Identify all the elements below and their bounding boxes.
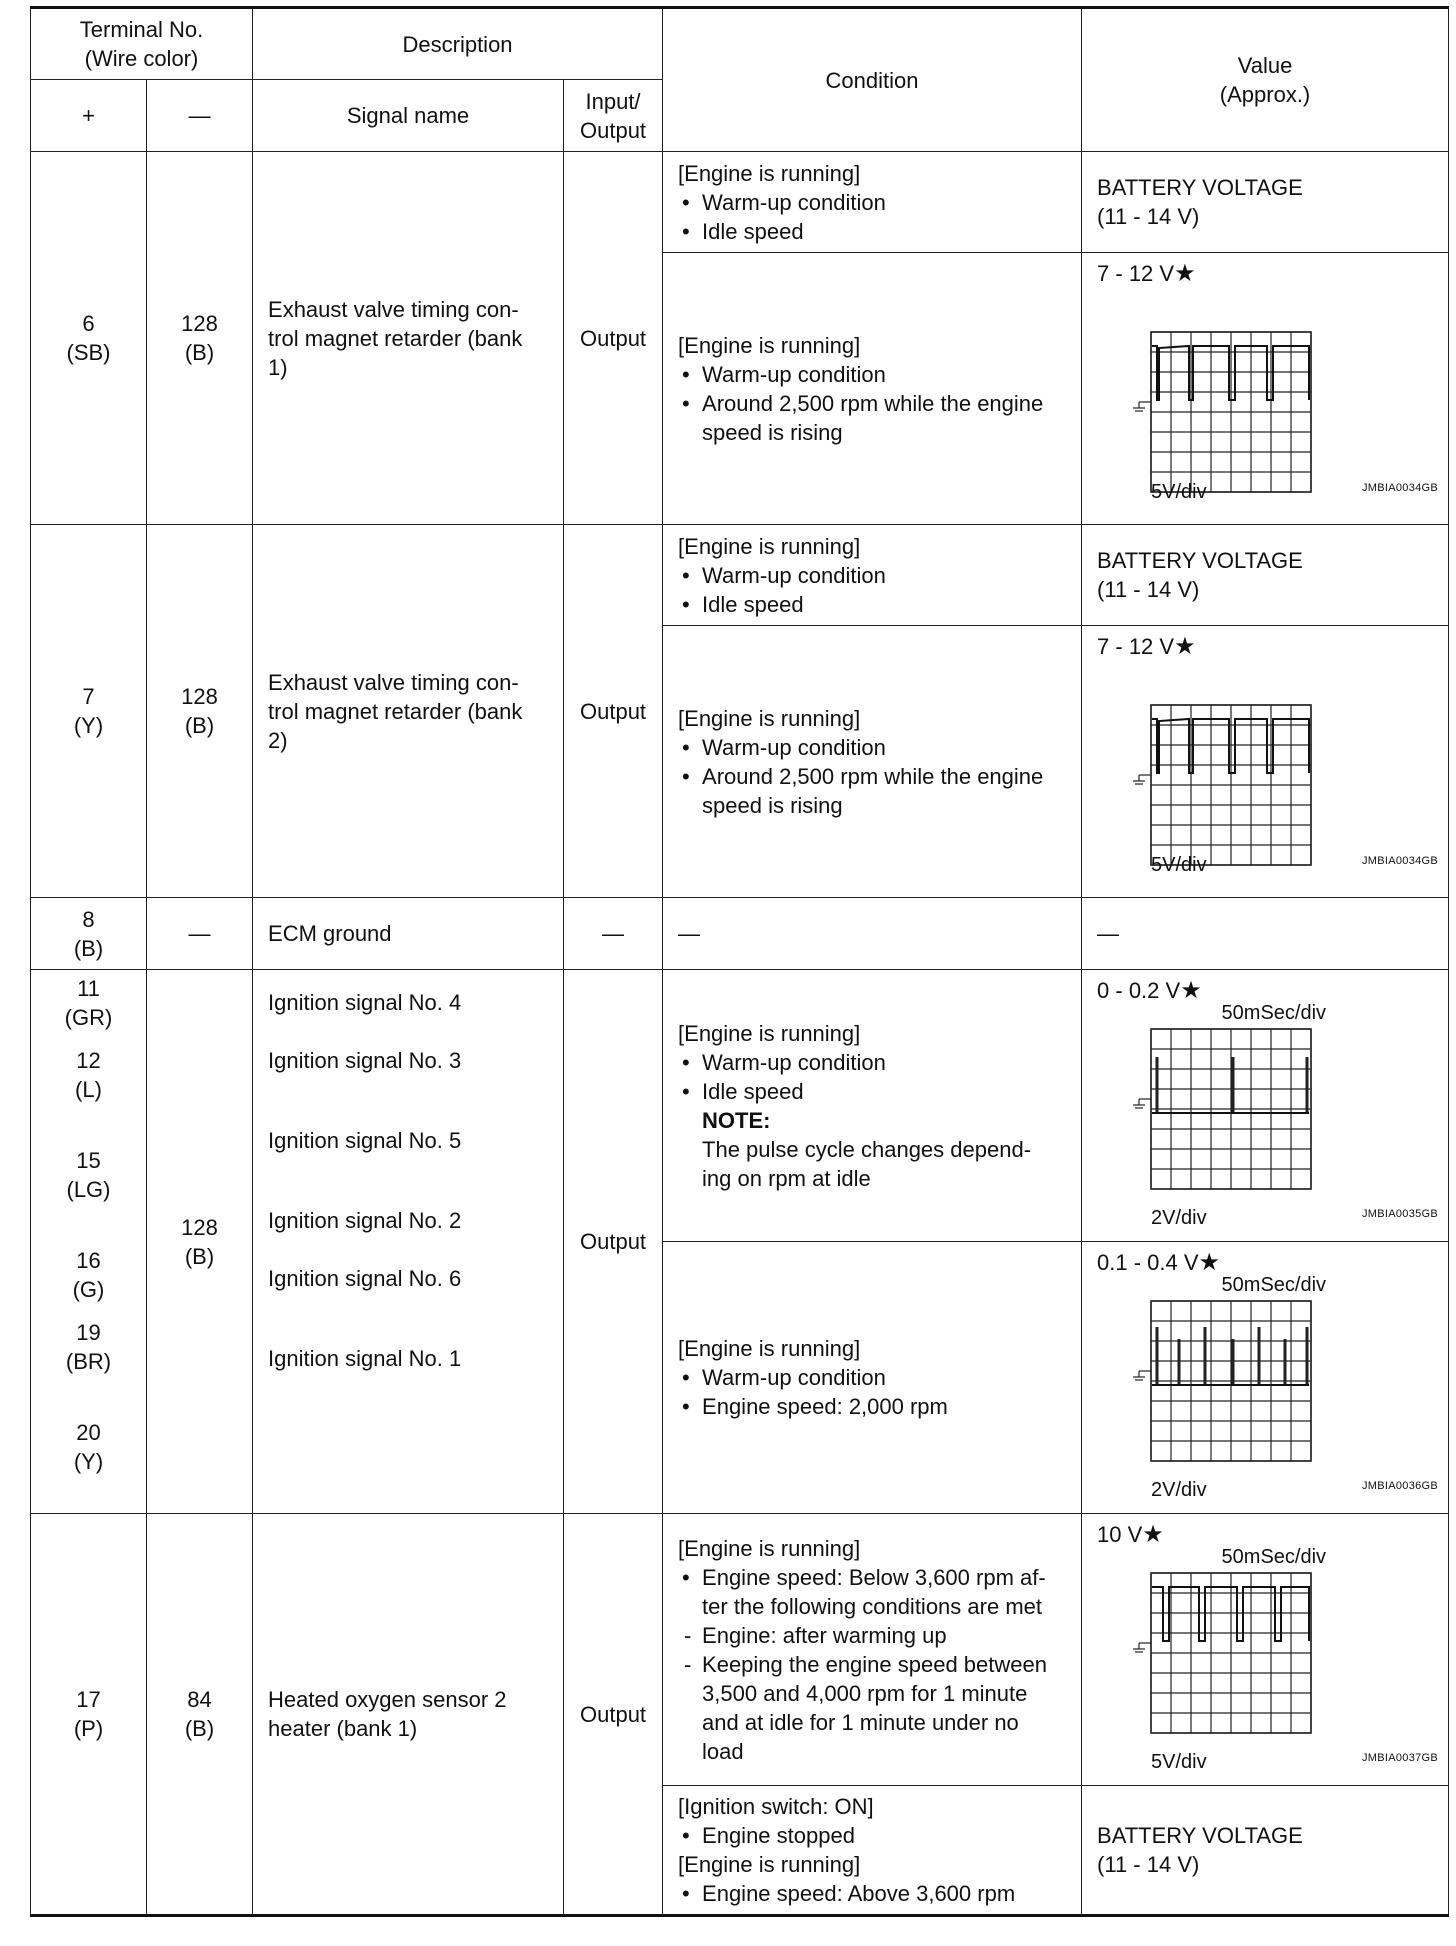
- header-value: Value (Approx.): [1082, 8, 1449, 152]
- table-row: [31, 1514, 1449, 1786]
- star-icon: ★: [1174, 633, 1196, 660]
- value-cell: 0 - 0.2 V★ 50mSec/div 2V/div JMBIA0035GB: [1082, 970, 1449, 1242]
- spike-mark: [1306, 1057, 1309, 1113]
- figure-id: JMBIA0036GB: [1361, 1480, 1439, 1492]
- value-cell: 7 - 12 V★ 5V/div JMBIA0034GB: [1082, 253, 1449, 525]
- spike-mark: [1232, 1339, 1235, 1385]
- signal-name-list: [253, 970, 564, 1514]
- spike-mark: [1258, 1327, 1261, 1385]
- signal-name: Exhaust valve timing con- trol magnet retarder (bank 2): [253, 525, 564, 898]
- signal-name: Ignition signal No. 3: [268, 1048, 462, 1073]
- spike-mark: [1232, 1057, 1235, 1113]
- scope-voltage-div: 2V/div: [1151, 1207, 1207, 1229]
- value-cell: 10 V★ 50mSec/div 5V/div JMBIA0037GB: [1082, 1514, 1449, 1786]
- header-input-output: Input/ Output: [564, 80, 663, 152]
- terminal-20: 20 (Y): [73, 1420, 104, 1474]
- scope-voltage-div: 5V/div: [1151, 1751, 1207, 1773]
- header-condition: Condition: [663, 8, 1082, 152]
- star-icon: ★: [1174, 260, 1196, 287]
- spike-mark: [1178, 1339, 1181, 1385]
- terminal-15: 15 (LG): [66, 1148, 111, 1202]
- io-type: —: [564, 898, 663, 970]
- table-row: [31, 970, 1449, 1242]
- signal-name: Ignition signal No. 5: [268, 1128, 462, 1153]
- condition-cell: —: [663, 898, 1082, 970]
- signal-name: Heated oxygen sensor 2 heater (bank 1): [253, 1514, 564, 1916]
- terminal-minus: 84 (B): [147, 1514, 253, 1916]
- terminal-table: [30, 6, 1449, 1917]
- value-cell: BATTERY VOLTAGE (11 - 14 V): [1082, 525, 1449, 626]
- scope-voltage-div: 5V/div: [1151, 481, 1207, 503]
- header-signal-name: Signal name: [253, 80, 564, 152]
- waveform-graphic: [1097, 999, 1444, 1229]
- terminal-minus: 128 (B): [147, 152, 253, 525]
- waveform-graphic: [1097, 661, 1444, 876]
- table-row: [31, 898, 1449, 970]
- spike-mark: [1156, 1057, 1159, 1113]
- signal-name: Ignition signal No. 2: [268, 1208, 462, 1233]
- condition-cell: [Engine is running] • Warm-up condition • Idle speed: [663, 525, 1082, 626]
- spike-mark: [1306, 1327, 1309, 1385]
- terminal-minus: 128 (B): [147, 525, 253, 898]
- signal-name: Ignition signal No. 1: [268, 1346, 462, 1371]
- value-cell: —: [1082, 898, 1449, 970]
- oscilloscope-waveform: [1097, 1271, 1438, 1501]
- oscilloscope-waveform: [1097, 1543, 1438, 1773]
- value-cell: BATTERY VOLTAGE (11 - 14 V): [1082, 152, 1449, 253]
- table-row: [31, 152, 1449, 253]
- waveform-graphic: [1097, 288, 1444, 503]
- scope-voltage-div: 5V/div: [1151, 854, 1207, 876]
- condition-cell: [Engine is running] • Warm-up condition • Idle speed: [663, 152, 1082, 253]
- header-description: Description: [253, 8, 663, 80]
- terminal-12: 12 (L): [75, 1048, 102, 1102]
- header-terminal: Terminal No. (Wire color): [31, 8, 253, 80]
- condition-cell: [Engine is running] • Warm-up condition • Around 2,500 rpm while the engine speed is rising: [663, 626, 1082, 898]
- star-icon: ★: [1198, 1249, 1221, 1276]
- scope-time-div: 50mSec/div: [1221, 1546, 1327, 1568]
- terminal-plus: 17 (P): [31, 1514, 147, 1916]
- io-type: Output: [564, 525, 663, 898]
- signal-name: Exhaust valve timing con- trol magnet retarder (bank 1): [253, 152, 564, 525]
- terminal-plus: 6 (SB): [31, 152, 147, 525]
- io-type: Output: [564, 152, 663, 525]
- spike-mark: [1204, 1327, 1207, 1385]
- value-cell: 7 - 12 V★ 5V/div JMBIA0034GB: [1082, 626, 1449, 898]
- waveform-graphic: [1097, 1271, 1444, 1501]
- scope-voltage-div: 2V/div: [1151, 1479, 1207, 1501]
- terminal-minus: —: [147, 898, 253, 970]
- condition-cell: [Ignition switch: ON] • Engine stopped [Engine is running] • Engine speed: Above 3,600 rpm: [663, 1786, 1082, 1916]
- oscilloscope-waveform: [1097, 288, 1438, 503]
- star-icon: ★: [1180, 977, 1202, 1004]
- figure-id: JMBIA0037GB: [1361, 1752, 1439, 1764]
- terminal-plus: 7 (Y): [31, 525, 147, 898]
- signal-name: Ignition signal No. 6: [268, 1266, 462, 1291]
- terminal-minus: 128 (B): [147, 970, 253, 1514]
- condition-cell: [Engine is running] • Warm-up condition • Engine speed: 2,000 rpm: [663, 1242, 1082, 1514]
- figure-id: JMBIA0034GB: [1361, 482, 1439, 494]
- signal-name: ECM ground: [253, 898, 564, 970]
- table-row: [31, 525, 1449, 626]
- terminal-plus-list: [31, 970, 147, 1514]
- spike-mark: [1284, 1339, 1287, 1385]
- terminal-11: 11 (GR): [64, 976, 113, 1030]
- value-cell: 0.1 - 0.4 V★ 50mSec/div 2V/div JMBIA0036GB: [1082, 1242, 1449, 1514]
- terminal-16: 16 (G): [72, 1248, 105, 1302]
- terminal-19: 19 (BR): [65, 1320, 112, 1374]
- figure-id: JMBIA0035GB: [1361, 1208, 1439, 1220]
- io-type: Output: [564, 1514, 663, 1916]
- header-minus: —: [147, 80, 253, 152]
- scope-time-div: 50mSec/div: [1221, 1274, 1327, 1296]
- scope-time-div: 50mSec/div: [1221, 1002, 1327, 1024]
- condition-cell: [Engine is running] • Warm-up condition • Around 2,500 rpm while the engine speed is rising: [663, 253, 1082, 525]
- value-cell: BATTERY VOLTAGE (11 - 14 V): [1082, 1786, 1449, 1916]
- io-type: Output: [564, 970, 663, 1514]
- oscilloscope-waveform: [1097, 999, 1438, 1229]
- star-icon: ★: [1142, 1521, 1164, 1548]
- terminal-plus: 8 (B): [31, 898, 147, 970]
- signal-name: Ignition signal No. 4: [268, 990, 462, 1015]
- oscilloscope-waveform: [1097, 661, 1438, 876]
- condition-cell: [Engine is running] • Engine speed: Below 3,600 rpm af- ter the following conditions are met - Engine: after warming up - Keeping the engine speed between 3,500 and 4,000 rpm for 1 minute and at idle for 1 minute under no load: [663, 1514, 1082, 1786]
- spike-mark: [1156, 1327, 1159, 1385]
- waveform-graphic: [1097, 1543, 1444, 1773]
- header-plus: +: [31, 80, 147, 152]
- condition-cell: [Engine is running] • Warm-up condition • Idle speed NOTE: The pulse cycle changes depend- ing on rpm at idle: [663, 970, 1082, 1242]
- figure-id: JMBIA0034GB: [1361, 855, 1439, 867]
